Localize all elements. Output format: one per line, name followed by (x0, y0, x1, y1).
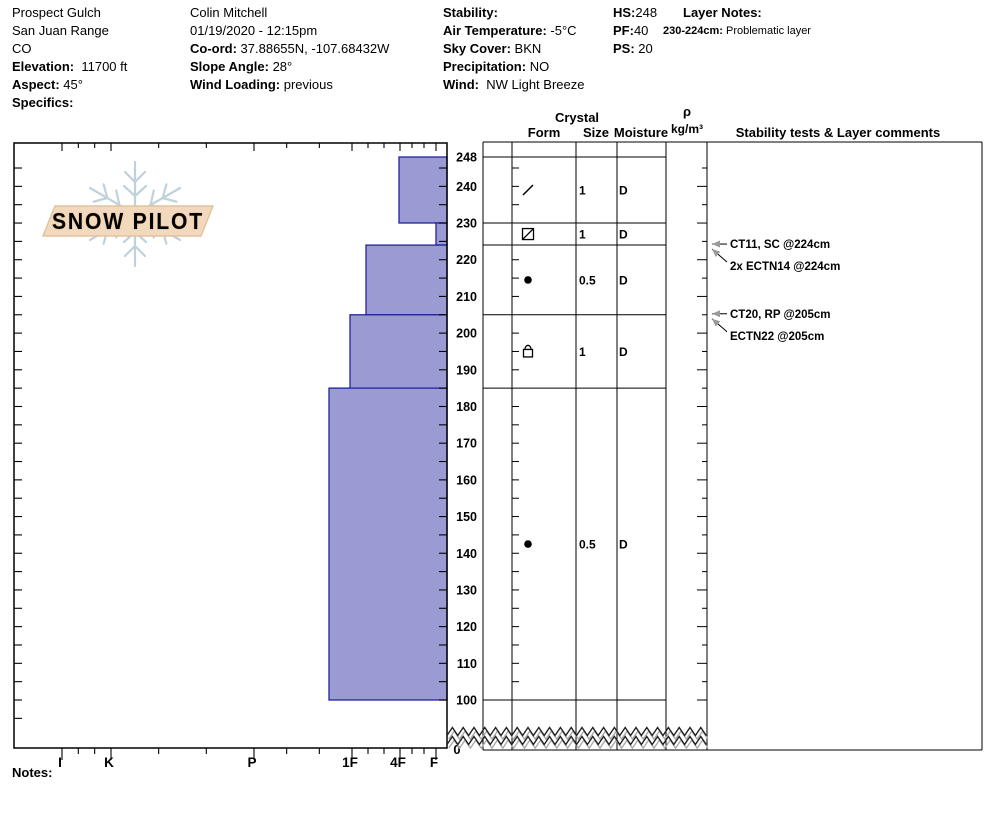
comments-header: Stability tests & Layer comments (735, 125, 941, 140)
notes-label: Notes: (12, 765, 53, 780)
depth-label-240: 240 (456, 179, 477, 194)
grain-size-value: 1 (579, 344, 586, 359)
depth-label-150: 150 (456, 510, 477, 525)
layer-table-rows (523, 184, 629, 552)
grain-size-value: 0.5 (579, 537, 596, 552)
layer-bar-205-185cm (350, 315, 447, 388)
moisture-value: D (619, 344, 628, 359)
depth-label-120: 120 (456, 620, 477, 635)
watermark-text: SNOW PILOT (52, 208, 204, 234)
header-line: Slope Angle: 28° (190, 59, 293, 74)
moisture-value: D (619, 273, 628, 288)
hardness-label-K: K (104, 755, 114, 770)
header-line: Wind Loading: previous (190, 77, 333, 92)
profile-break-zigzag (447, 728, 708, 749)
grain-form-symbol-square-slash (523, 229, 534, 240)
header-line: PS: 20 (613, 41, 653, 56)
header-line: Colin Mitchell (190, 5, 268, 20)
header-line: HS:248 (613, 5, 658, 20)
depth-label-100: 100 (456, 693, 477, 708)
header-line: PF:40 (613, 23, 649, 38)
header-line: Layer Notes: (683, 5, 762, 20)
header-line: CO (12, 41, 32, 56)
stability-test-label: 2x ECTN14 @224cm (730, 261, 841, 274)
stability-test-label: CT11, SC @224cm (730, 239, 831, 252)
depth-label-230: 230 (456, 216, 477, 231)
grain-form-symbol-dot (524, 540, 532, 548)
hardness-label-P: P (247, 755, 257, 770)
header-line: Specifics: (12, 95, 74, 110)
grain-form-symbol-dot (524, 276, 532, 284)
grain-form-symbol-lock (524, 345, 533, 357)
size-header: Size (582, 125, 610, 140)
hardness-label-1F: 1F (342, 755, 358, 770)
form-header: Form (527, 125, 561, 140)
depth-label-248: 248 (456, 150, 477, 165)
header-line: San Juan Range (12, 23, 109, 38)
depth-label-140: 140 (456, 546, 477, 561)
stability-test-label: ECTN22 @205cm (730, 330, 825, 343)
hardness-label-I: I (58, 755, 62, 770)
depth-label-220: 220 (456, 253, 477, 268)
stability-test-annotations (712, 239, 840, 343)
grain-form-symbol-slash (523, 185, 533, 195)
hardness-bars (329, 157, 447, 700)
depth-label-180: 180 (456, 399, 477, 414)
hardness-label-4F: 4F (390, 755, 406, 770)
depth-label-160: 160 (456, 473, 477, 488)
layer-bar-248-230cm (399, 157, 447, 223)
crystal-header: Crystal (554, 110, 600, 125)
header-line: Co-ord: 37.88655N, -107.68432W (190, 41, 390, 56)
depth-label-170: 170 (456, 436, 477, 451)
grain-size-value: 1 (579, 183, 586, 198)
layer-table-grid (483, 142, 982, 750)
depth-label-110: 110 (456, 656, 477, 671)
depth-label-130: 130 (456, 583, 477, 598)
depth-label-190: 190 (456, 363, 477, 378)
header-line: Air Temperature: -5°C (443, 23, 577, 38)
header-line: Wind: NW Light Breeze (443, 77, 585, 92)
moisture-value: D (619, 227, 628, 242)
density-unit-header: kg/m³ (670, 122, 704, 136)
header-line: Prospect Gulch (12, 5, 101, 20)
header-line: 230-224cm: Problematic layer (663, 25, 811, 37)
layer-bar-224-205cm (366, 245, 447, 315)
moisture-value: D (619, 183, 628, 198)
header-line: Elevation: 11700 ft (12, 59, 128, 74)
moisture-header: Moisture (613, 125, 669, 140)
moisture-value: D (619, 537, 628, 552)
stability-test-label: CT20, RP @205cm (730, 308, 831, 321)
layer-bar-185-100cm (329, 388, 447, 700)
depth-label-200: 200 (456, 326, 477, 341)
header-line: Precipitation: NO (443, 59, 550, 74)
density-header: ρ (682, 104, 692, 119)
header-line: Aspect: 45° (12, 77, 83, 92)
header-line: Stability: (443, 5, 498, 20)
header-line: Sky Cover: BKN (443, 41, 542, 56)
hardness-label-F: F (429, 755, 439, 770)
depth-label-210: 210 (456, 289, 477, 304)
grain-size-value: 0.5 (579, 273, 596, 288)
header-line: 01/19/2020 - 12:15pm (190, 23, 318, 38)
zero-depth-label: 0 (453, 742, 461, 757)
grain-size-value: 1 (579, 227, 586, 242)
